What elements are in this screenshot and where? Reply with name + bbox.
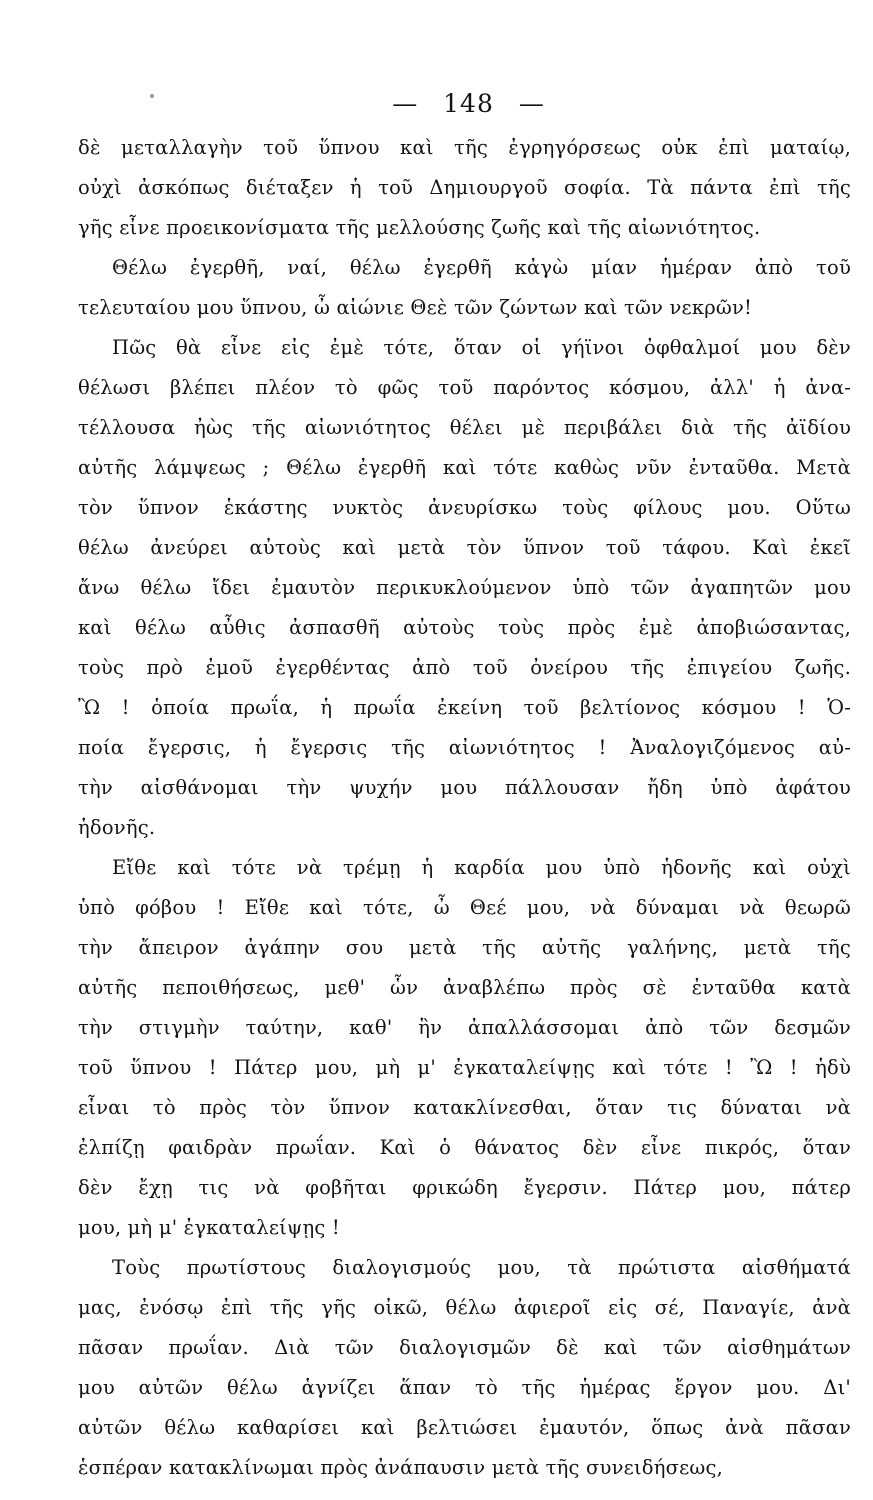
text-line: ὑπὸ φόβου ! Εἴθε καὶ τότε, ὦ Θεέ μου, νὰ δύναμαι νὰ θεωρῶ xyxy=(78,896,851,919)
text-line: τοὺς πρὸ ἐμοῦ ἐγερθέντας ἀπὸ τοῦ ὀνείρου τῆς ἐπιγείου ζωῆς. xyxy=(78,656,851,679)
text-line: τέλλουσα ἠὼς τῆς αἰωνιότητος θέλει μὲ περιβάλει διὰ τῆς ἀϊδίου xyxy=(78,416,851,439)
text-line: δὲ μεταλλαγὴν τοῦ ὕπνου καὶ τῆς ἐγρηγόρσεως οὐκ ἐπὶ ματαίῳ, xyxy=(78,136,851,159)
text-line: δὲν ἔχῃ τις νὰ φοβῆται φρικώδη ἔγερσιν. Πάτερ μου, πάτερ xyxy=(78,1176,851,1199)
text-line: ἡδονῆς. xyxy=(78,816,156,839)
text-line: τὴν αἰσθάνομαι τὴν ψυχήν μου πάλλουσαν ἤδη ὑπὸ ἀφάτου xyxy=(78,776,851,799)
text-line: μου αὐτῶν θέλω ἁγνίζει ἅπαν τὸ τῆς ἡμέρας ἔργον μου. Δι' xyxy=(78,1376,851,1399)
paragraph xyxy=(78,248,851,328)
text-line: καὶ θέλω αὖθις ἀσπασθῆ αὐτοὺς τοὺς πρὸς ἐμὲ ἀποβιώσαντας, xyxy=(78,616,851,639)
paragraph xyxy=(78,848,851,1248)
text-line: αὐτῆς πεποιθήσεως, μεθ' ὧν ἀναβλέπω πρὸς σὲ ἐνταῦθα κατὰ xyxy=(78,976,851,999)
text-line: ποία ἔγερσις, ἡ ἔγερσις τῆς αἰωνιότητος ! Ἀναλογιζόμενος αὐ- xyxy=(78,736,851,759)
text-line: ἐλπίζῃ φαιδρὰν πρωΐαν. Καὶ ὁ θάνατος δὲν εἶνε πικρός, ὅταν xyxy=(78,1136,851,1159)
text-line: γῆς εἶνε προεικονίσματα τῆς μελλούσης ζωῆς καὶ τῆς αἰωνιότητος. xyxy=(78,216,761,239)
text-line: Θέλω ἐγερθῆ, ναί, θέλω ἐγερθῆ κἀγὼ μίαν ἡμέραν ἀπὸ τοῦ xyxy=(112,256,851,279)
header-dash-right: — xyxy=(518,89,545,118)
paper-speck xyxy=(150,94,154,98)
text-line: Πῶς θὰ εἶνε εἰς ἐμὲ τότε, ὅταν οἱ γήϊνοι ὀφθαλμοί μου δὲν xyxy=(112,336,851,359)
text-line: Τοὺς πρωτίστους διαλογισμούς μου, τὰ πρώτιστα αἰσθήματά xyxy=(112,1256,851,1279)
header-dash-left: — xyxy=(392,89,419,118)
text-line: ἄνω θέλω ἴδει ἐμαυτὸν περικυκλούμενον ὑπὸ τῶν ἀγαπητῶν μου xyxy=(78,576,851,599)
paragraph xyxy=(78,328,851,848)
text-line: μας, ἐνόσῳ ἐπὶ τῆς γῆς οἰκῶ, θέλω ἀφιεροῖ εἰς σέ, Παναγίε, ἀνὰ xyxy=(78,1296,851,1319)
text-line: τὴν στιγμὴν ταύτην, καθ' ἣν ἀπαλλάσσομαι ἀπὸ τῶν δεσμῶν xyxy=(78,1016,851,1039)
text-line: τοῦ ὕπνου ! Πάτερ μου, μὴ μ' ἐγκαταλείψῃς καὶ τότε ! Ὢ ! ἡδὺ xyxy=(78,1056,851,1079)
body-text xyxy=(78,128,851,1488)
text-line: αὐτῶν θέλω καθαρίσει καὶ βελτιώσει ἐμαυτόν, ὅπως ἀνὰ πᾶσαν xyxy=(78,1416,851,1439)
paragraph xyxy=(78,128,851,248)
text-line: θέλω ἀνεύρει αὐτοὺς καὶ μετὰ τὸν ὕπνον τοῦ τάφου. Καὶ ἐκεῖ xyxy=(78,536,851,559)
text-line: μου, μὴ μ' ἐγκαταλείψῃς ! xyxy=(78,1216,340,1239)
text-line: ἑσπέραν κατακλίνωμαι πρὸς ἀνάπαυσιν μετὰ τῆς συνειδήσεως, xyxy=(78,1456,724,1479)
text-line: τελευταίου μου ὕπνου, ὦ αἰώνιε Θεὲ τῶν ζώντων καὶ τῶν νεκρῶν! xyxy=(78,296,753,319)
text-line: Εἴθε καὶ τότε νὰ τρέμῃ ἡ καρδία μου ὑπὸ ἡδονῆς καὶ οὐχὶ xyxy=(112,856,851,879)
text-line: θέλωσι βλέπει πλέον τὸ φῶς τοῦ παρόντος κόσμου, ἀλλ' ἡ ἀνα- xyxy=(78,376,851,399)
text-line: τὴν ἄπειρον ἀγάπην σου μετὰ τῆς αὐτῆς γαλήνης, μετὰ τῆς xyxy=(78,936,851,959)
page-number: 148 xyxy=(443,89,494,118)
text-line: εἶναι τὸ πρὸς τὸν ὕπνον κατακλίνεσθαι, ὅταν τις δύναται νὰ xyxy=(78,1096,851,1119)
text-line: τὸν ὕπνον ἑκάστης νυκτὸς ἀνευρίσκω τοὺς φίλους μου. Οὕτω xyxy=(78,496,851,519)
text-line: οὐχὶ ἀσκόπως διέταξεν ἡ τοῦ Δημιουργοῦ σοφία. Τὰ πάντα ἐπὶ τῆς xyxy=(78,176,851,199)
text-line: Ὢ ! ὁποία πρωΐα, ἡ πρωΐα ἐκείνη τοῦ βελτίονος κόσμου ! Ὁ- xyxy=(78,696,851,719)
text-line: πᾶσαν πρωΐαν. Διὰ τῶν διαλογισμῶν δὲ καὶ τῶν αἰσθημάτων xyxy=(78,1336,851,1359)
page-header xyxy=(78,88,851,128)
text-line: αὐτῆς λάμψεως ; Θέλω ἐγερθῆ καὶ τότε καθὼς νῦν ἐνταῦθα. Μετὰ xyxy=(78,456,851,479)
paragraph xyxy=(78,1248,851,1488)
